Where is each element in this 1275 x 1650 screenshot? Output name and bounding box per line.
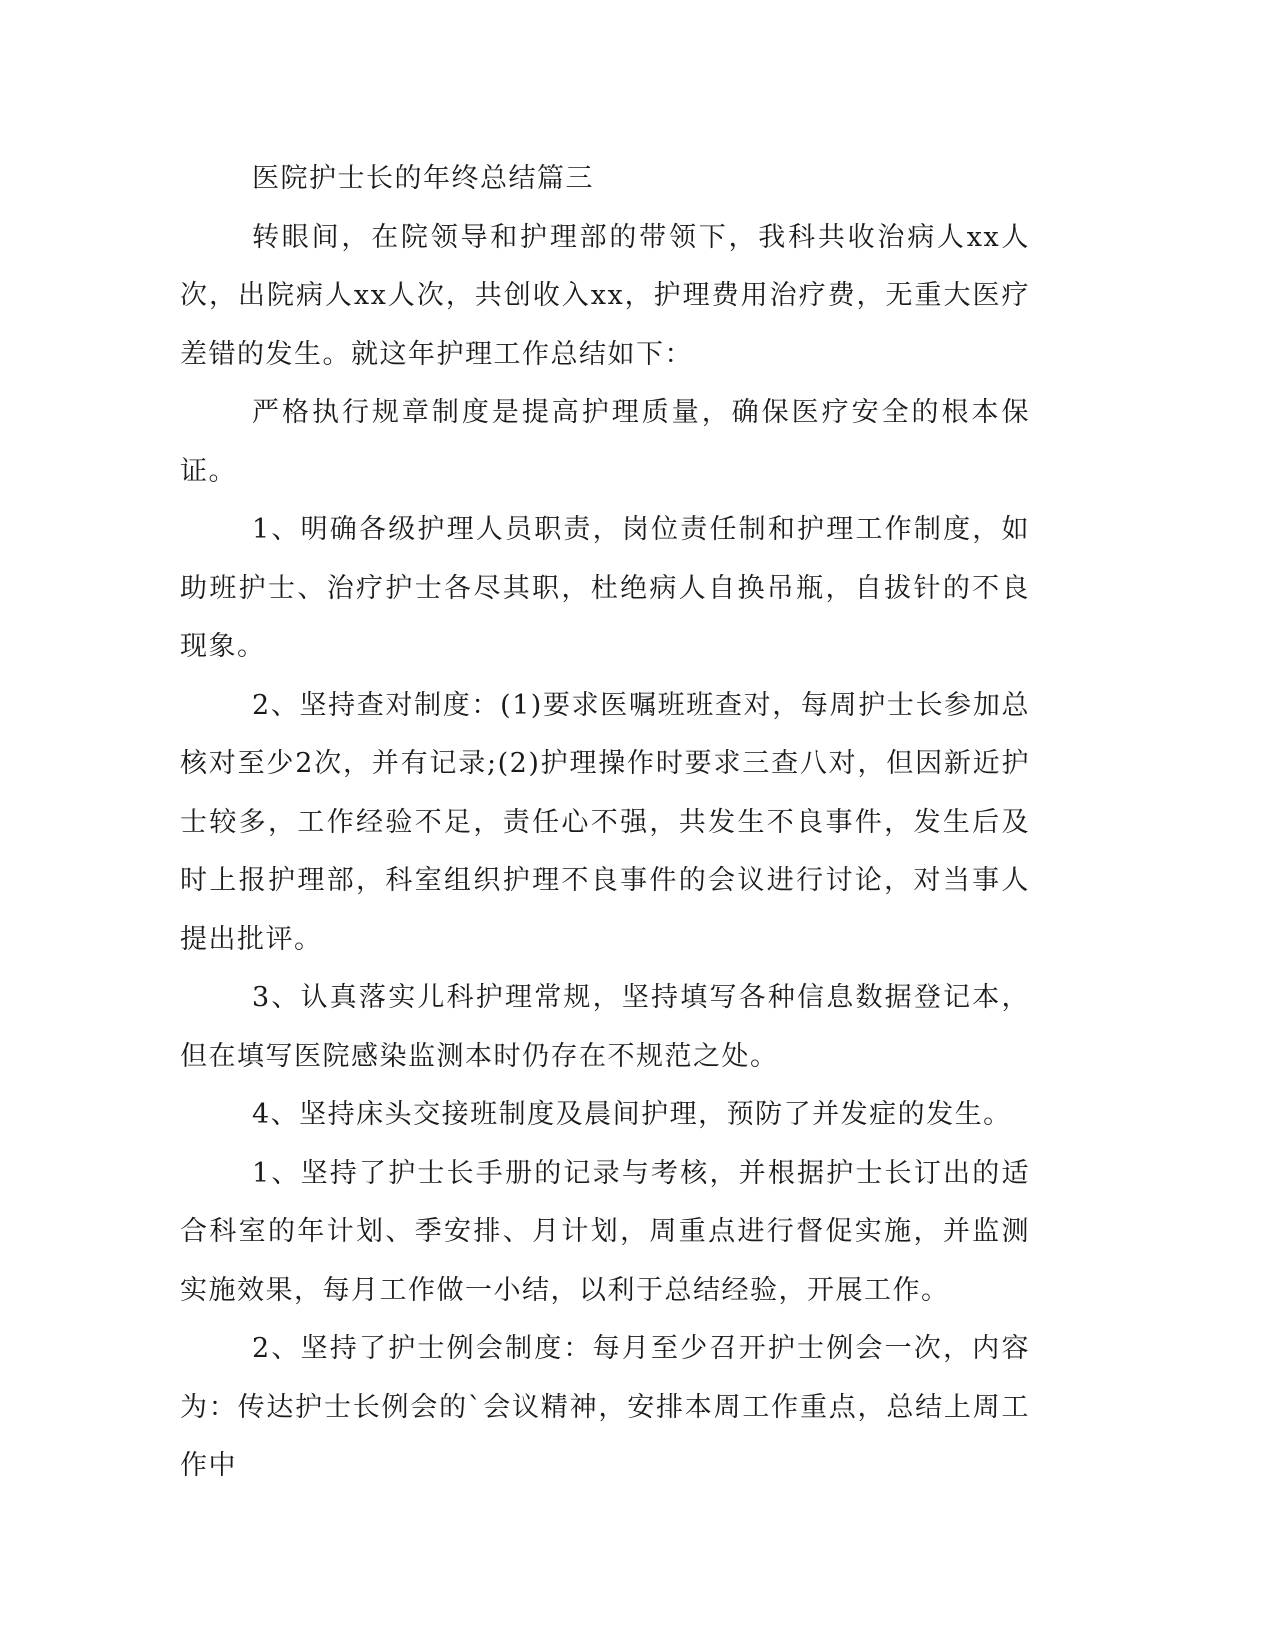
paragraph-rules: 严格执行规章制度是提高护理质量，确保医疗安全的根本保证。 — [180, 397, 1030, 487]
paragraph-item-2: 2、坚持查对制度：(1)要求医嘱班班查对，每周护士长参加总核对至少2次，并有记录;(2)护理操作时要求三查八对，但因新近护士较多，工作经验不足，责任心不强，共发生不良事件，发生后及时上报护理部，科室组织护理不良事件的会议进行讨论，对当事人提出批评。 — [180, 689, 1030, 955]
paragraph-item-3: 3、认真落实儿科护理常规，坚持填写各种信息数据登记本，但在填写医院感染监测本时仍存在不规范之处。 — [180, 982, 1030, 1072]
paragraph-mgmt-2: 2、坚持了护士例会制度：每月至少召开护士例会一次，内容为：传达护士长例会的`会议精神，安排本周工作重点，总结上周工作中 — [180, 1333, 1030, 1481]
paragraph-item-1: 1、明确各级护理人员职责，岗位责任制和护理工作制度，如助班护士、治疗护士各尽其职，杜绝病人自换吊瓶，自拔针的不良现象。 — [180, 514, 1030, 662]
document-title: 医院护士长的年终总结篇三 — [252, 163, 594, 194]
paragraph-intro: 转眼间，在院领导和护理部的带领下，我科共收治病人xx人次，出院病人xx人次，共创收入xx，护理费用治疗费，无重大医疗差错的发生。就这年护理工作总结如下： — [180, 221, 1030, 370]
document-page — [180, 150, 1030, 1496]
paragraph-item-4: 4、坚持床头交接班制度及晨间护理，预防了并发症的发生。 — [252, 1099, 1012, 1130]
paragraph-mgmt-1: 1、坚持了护士长手册的记录与考核，并根据护士长订出的适合科室的年计划、季安排、月计划，周重点进行督促实施，并监测实施效果，每月工作做一小结，以利于总结经验，开展工作。 — [180, 1157, 1030, 1306]
